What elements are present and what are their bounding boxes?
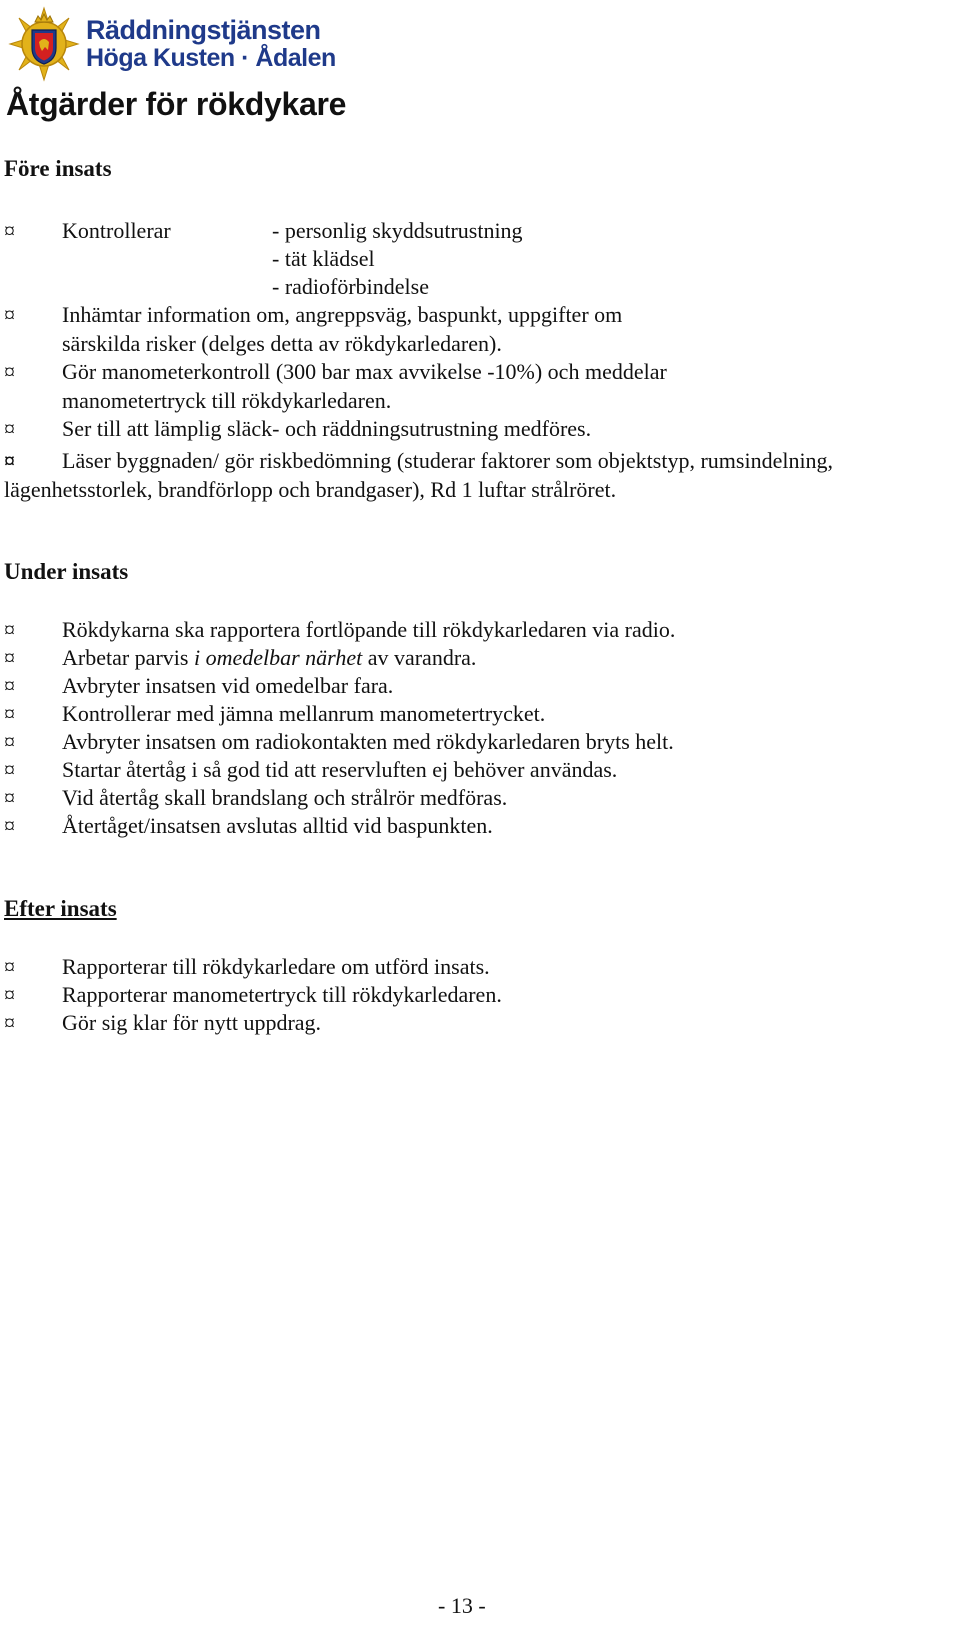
list-item-text: Rapporterar manometertryck till rökdykarledaren.	[62, 982, 502, 1007]
list-item-text: Avbryter insatsen om radiokontakten med rökdykarledaren bryts helt.	[62, 729, 674, 754]
list-item-text: Kontrollerar med jämna mellanrum manometertrycket.	[62, 701, 546, 726]
list-item-text: Startar återtåg i så god tid att reservluften ej behöver användas.	[62, 757, 618, 782]
list-item-text: Avbryter insatsen vid omedelbar fara.	[62, 673, 394, 698]
list-item	[4, 615, 954, 644]
list-item-line: särskilda risker (delges detta av rökdykarledaren).	[62, 331, 502, 356]
bullet-glyph: ¤	[4, 302, 15, 327]
bullet-glyph: ¤	[4, 729, 15, 754]
list-item	[4, 811, 954, 840]
list-item	[4, 446, 954, 504]
list-item-line: Gör manometerkontroll (300 bar max avvikelse -10%) och meddelar	[62, 359, 667, 384]
list-item	[4, 1008, 954, 1037]
bullet-glyph: ¤	[4, 954, 15, 979]
list-item	[4, 783, 954, 812]
kontrollerar-sub-item: - personlig skyddsutrustning	[272, 218, 523, 243]
page-number: - 13 -	[438, 1593, 486, 1618]
bullet-glyph: ¤	[4, 785, 15, 810]
page-title: Åtgärder för rökdykare	[6, 86, 347, 122]
section-heading-under: Under insats	[4, 559, 129, 584]
kontrollerar-label: Kontrollerar	[62, 218, 171, 243]
list-item-text: Rökdykarna ska rapportera fortlöpande till rökdykarledaren via radio.	[62, 617, 676, 642]
list-item	[4, 414, 954, 443]
logo-text	[86, 16, 336, 72]
list-item	[4, 643, 954, 672]
bullet-glyph: ¤	[4, 416, 15, 441]
list-item-line: Ser till att lämplig släck- och räddningsutrustning medföres.	[62, 416, 592, 441]
bullet-glyph: ¤	[4, 757, 15, 782]
list-item	[4, 980, 954, 1009]
bullet-glyph: ¤	[4, 359, 15, 384]
bullet-glyph: ¤	[4, 673, 15, 698]
emphasis-text: i omedelbar närhet	[193, 645, 363, 670]
bullet-glyph: ¤	[4, 1010, 15, 1035]
bullet-glyph: ¤	[4, 448, 15, 473]
list-item-text: av varandra.	[362, 645, 477, 670]
list-item	[4, 300, 954, 358]
list-item	[4, 357, 954, 415]
list-item-line: manometertryck till rökdykarledaren.	[62, 388, 392, 413]
section-heading-fore: Före insats	[4, 156, 112, 181]
logo-line-1: Räddningstjänsten	[86, 15, 321, 45]
bullet-glyph: ¤	[4, 645, 15, 670]
list-item	[4, 727, 954, 756]
list-item-text: Vid återtåg skall brandslang och strålrör medföras.	[62, 785, 508, 810]
list-item-kontrollerar	[4, 216, 954, 245]
bullet-glyph: ¤	[4, 617, 15, 642]
list-item-text: Gör sig klar för nytt uppdrag.	[62, 1010, 322, 1035]
kontrollerar-sub-item: - tät klädsel	[272, 246, 375, 271]
header-logo	[8, 4, 336, 84]
list-item	[4, 755, 954, 784]
list-item-line: Läser byggnaden/ gör riskbedömning (studerar faktorer som objektstyp, rumsindelning,	[62, 448, 834, 473]
list-item-text: Rapporterar till rökdykarledare om utförd insats.	[62, 954, 490, 979]
bullet-glyph: ¤	[4, 218, 15, 243]
bullet-glyph: ¤	[4, 701, 15, 726]
section-heading-efter: Efter insats	[4, 896, 117, 921]
logo-line-2: Höga Kusten · Ådalen	[86, 44, 336, 72]
list-item	[4, 952, 954, 981]
list-item-line: Inhämtar information om, angreppsväg, baspunkt, uppgifter om	[62, 302, 623, 327]
list-item-text: Återtåget/insatsen avslutas alltid vid baspunkten.	[62, 813, 493, 838]
list-item-line: lägenhetsstorlek, brandförlopp och brandgaser), Rd 1 luftar strålröret.	[4, 477, 617, 502]
bullet-glyph: ¤	[4, 813, 15, 838]
list-item	[4, 699, 954, 728]
kontrollerar-sub-item: - radioförbindelse	[272, 274, 429, 299]
rescue-service-emblem-icon	[8, 6, 80, 82]
bullet-glyph: ¤	[4, 982, 15, 1007]
list-item-text: Arbetar parvis	[62, 645, 194, 670]
list-item	[4, 671, 954, 700]
